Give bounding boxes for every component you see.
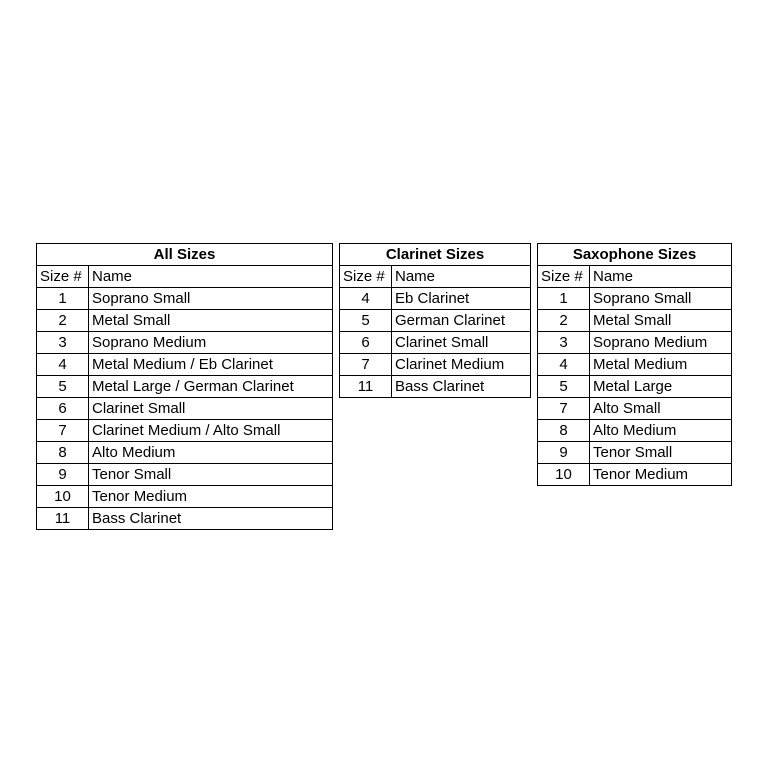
table-row — [340, 332, 531, 354]
size-name-cell: Metal Small — [590, 310, 732, 332]
size-name-cell: Bass Clarinet — [89, 508, 333, 530]
size-number-cell: 4 — [340, 288, 392, 310]
table-row — [37, 398, 333, 420]
table-row — [37, 464, 333, 486]
size-name-cell: Tenor Medium — [89, 486, 333, 508]
table-row — [37, 508, 333, 530]
table-row — [538, 376, 732, 398]
table-row — [37, 354, 333, 376]
table-row — [538, 464, 732, 486]
size-number-cell: 6 — [37, 398, 89, 420]
size-name-cell: Tenor Medium — [590, 464, 732, 486]
table-row — [37, 376, 333, 398]
size-number-cell: 2 — [37, 310, 89, 332]
size-name-cell: Clarinet Medium — [392, 354, 531, 376]
table-title: Saxophone Sizes — [538, 244, 732, 266]
table-row — [37, 288, 333, 310]
size-number-cell: 10 — [538, 464, 590, 486]
size-name-cell: Soprano Medium — [89, 332, 333, 354]
size-name-cell: Tenor Small — [89, 464, 333, 486]
size-number-cell: 8 — [538, 420, 590, 442]
size-name-cell: Soprano Medium — [590, 332, 732, 354]
size-name-cell: Metal Medium — [590, 354, 732, 376]
size-name-cell: Tenor Small — [590, 442, 732, 464]
size-name-cell: Metal Medium / Eb Clarinet — [89, 354, 333, 376]
table-row — [538, 288, 732, 310]
size-number-cell: 3 — [538, 332, 590, 354]
column-header-size: Size # — [538, 266, 590, 288]
size-name-cell: Alto Small — [590, 398, 732, 420]
size-number-cell: 9 — [37, 464, 89, 486]
table-row — [37, 442, 333, 464]
size-number-cell: 11 — [340, 376, 392, 398]
size-name-cell: Bass Clarinet — [392, 376, 531, 398]
size-name-cell: Alto Medium — [89, 442, 333, 464]
clarinet-sizes-table — [339, 243, 531, 398]
table-title: Clarinet Sizes — [340, 244, 531, 266]
size-number-cell: 5 — [538, 376, 590, 398]
size-number-cell: 4 — [538, 354, 590, 376]
size-name-cell: Metal Large — [590, 376, 732, 398]
size-number-cell: 1 — [538, 288, 590, 310]
size-name-cell: Soprano Small — [89, 288, 333, 310]
table-row — [538, 332, 732, 354]
size-name-cell: Metal Large / German Clarinet — [89, 376, 333, 398]
table-row — [538, 420, 732, 442]
size-number-cell: 10 — [37, 486, 89, 508]
column-header-name: Name — [89, 266, 333, 288]
column-header-size: Size # — [340, 266, 392, 288]
size-name-cell: Soprano Small — [590, 288, 732, 310]
size-number-cell: 7 — [538, 398, 590, 420]
size-number-cell: 6 — [340, 332, 392, 354]
table-row — [340, 354, 531, 376]
size-name-cell: Clarinet Medium / Alto Small — [89, 420, 333, 442]
size-number-cell: 7 — [37, 420, 89, 442]
table-row — [340, 310, 531, 332]
size-name-cell: Metal Small — [89, 310, 333, 332]
saxophone-sizes-table — [537, 243, 732, 486]
table-row — [37, 332, 333, 354]
size-number-cell: 2 — [538, 310, 590, 332]
table-row — [37, 310, 333, 332]
table-row — [37, 486, 333, 508]
size-number-cell: 3 — [37, 332, 89, 354]
table-title: All Sizes — [37, 244, 333, 266]
size-name-cell: Clarinet Small — [89, 398, 333, 420]
size-name-cell: Eb Clarinet — [392, 288, 531, 310]
size-number-cell: 11 — [37, 508, 89, 530]
size-number-cell: 1 — [37, 288, 89, 310]
table-row — [538, 398, 732, 420]
size-number-cell: 7 — [340, 354, 392, 376]
size-name-cell: German Clarinet — [392, 310, 531, 332]
size-number-cell: 9 — [538, 442, 590, 464]
size-number-cell: 4 — [37, 354, 89, 376]
size-name-cell: Alto Medium — [590, 420, 732, 442]
size-name-cell: Clarinet Small — [392, 332, 531, 354]
table-row — [538, 354, 732, 376]
table-row — [538, 442, 732, 464]
size-number-cell: 5 — [37, 376, 89, 398]
column-header-size: Size # — [37, 266, 89, 288]
table-row — [538, 310, 732, 332]
size-number-cell: 8 — [37, 442, 89, 464]
size-number-cell: 5 — [340, 310, 392, 332]
all-sizes-table — [36, 243, 333, 530]
table-row — [340, 288, 531, 310]
table-row — [37, 420, 333, 442]
table-row — [340, 376, 531, 398]
column-header-name: Name — [590, 266, 732, 288]
column-header-name: Name — [392, 266, 531, 288]
